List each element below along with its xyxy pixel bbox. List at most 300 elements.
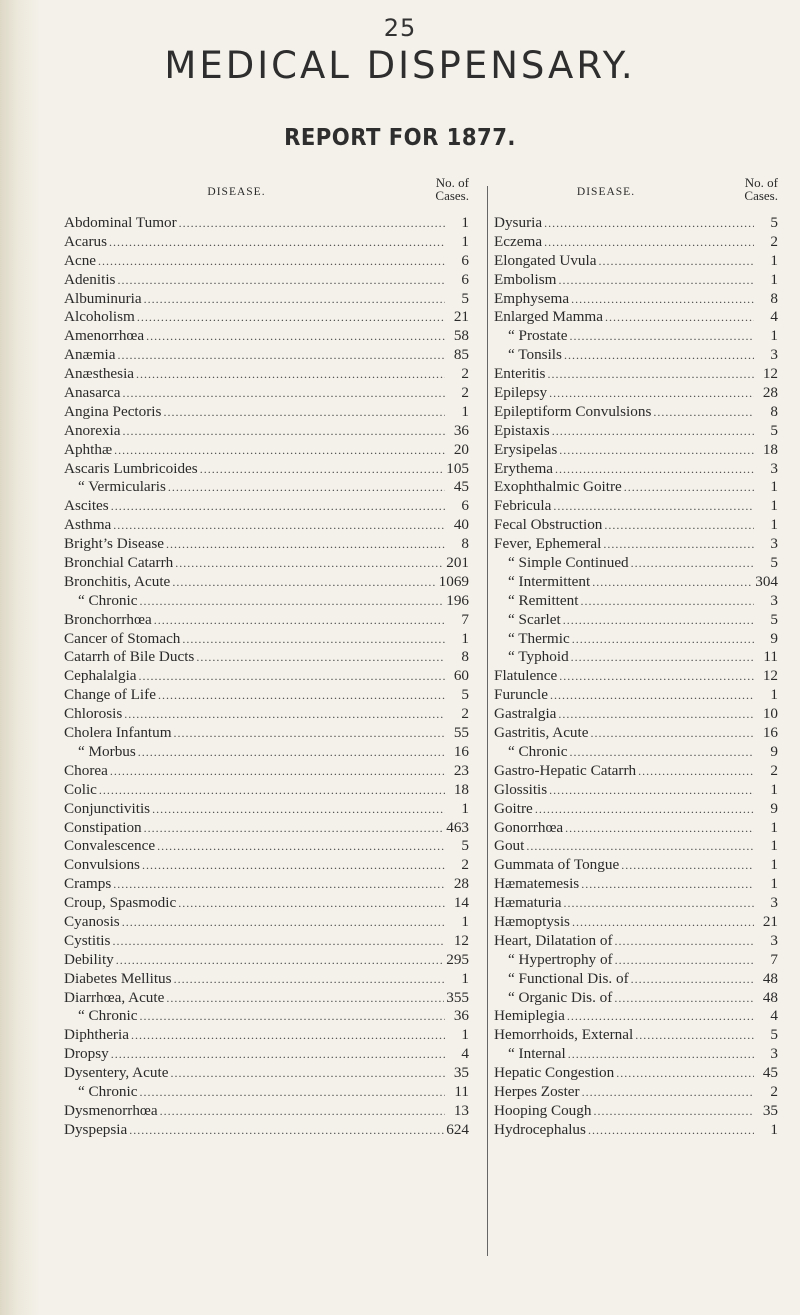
disease-name: Hæmoptysis	[494, 912, 570, 930]
disease-name: Anæsthesia	[64, 365, 135, 383]
case-count: 1	[770, 497, 778, 515]
case-count: 1069	[438, 572, 469, 590]
disease-name: “ Chronic	[508, 742, 568, 760]
table-row	[64, 1102, 469, 1121]
case-count: 48	[762, 988, 778, 1006]
case-count: 21	[762, 912, 778, 930]
case-count: 3	[770, 591, 778, 609]
case-count: 28	[762, 384, 778, 402]
dot-leader	[588, 1121, 754, 1140]
case-count: 16	[453, 742, 469, 760]
table-row	[64, 1026, 469, 1045]
dot-leader	[550, 686, 754, 705]
case-count: 58	[453, 327, 469, 345]
disease-name: Croup, Spasmodic	[64, 894, 177, 912]
disease-name: Dropsy	[64, 1045, 109, 1063]
disease-name: “ Chronic	[78, 1007, 138, 1025]
table-row	[494, 290, 778, 309]
table-row	[494, 970, 778, 989]
dot-leader	[166, 989, 444, 1008]
disease-name: “ Vermicularis	[78, 478, 166, 496]
dot-leader	[158, 686, 445, 705]
disease-name: Hepatic Congestion	[494, 1064, 615, 1082]
case-count: 5	[461, 289, 469, 307]
dot-leader	[166, 535, 445, 554]
table-row	[64, 630, 469, 649]
dot-leader	[592, 573, 753, 592]
disease-name: Hæmaturia	[494, 894, 562, 912]
table-row	[64, 252, 469, 271]
case-count: 1	[461, 912, 469, 930]
dot-leader	[581, 875, 754, 894]
case-count: 5	[770, 554, 778, 572]
disease-name: Dyspepsia	[64, 1120, 128, 1138]
disease-name: Exophthalmic Goitre	[494, 478, 622, 496]
case-count: 3	[770, 1045, 778, 1063]
table-row	[494, 478, 778, 497]
page-edge-shading	[0, 0, 40, 1315]
case-count: 1	[461, 1026, 469, 1044]
dot-leader	[98, 252, 445, 271]
disease-name: Alcoholism	[64, 308, 135, 326]
dot-leader	[553, 497, 754, 516]
disease-name: “ Thermic	[508, 629, 570, 647]
disease-name: Gout	[494, 837, 525, 855]
disease-name: Eczema	[494, 232, 543, 250]
table-row	[494, 1026, 778, 1045]
dot-leader	[624, 478, 754, 497]
dot-leader	[131, 1026, 445, 1045]
table-row	[494, 630, 778, 649]
disease-name: Enteritis	[494, 365, 546, 383]
disease-name: Hooping Cough	[494, 1101, 592, 1119]
disease-name: Dysuria	[494, 214, 543, 231]
dot-leader	[590, 724, 754, 743]
table-row	[494, 743, 778, 762]
disease-name: Embolism	[494, 270, 557, 288]
disease-name: Glossitis	[494, 780, 548, 798]
table-row	[64, 422, 469, 441]
case-count: 196	[446, 591, 469, 609]
disease-name: Chlorosis	[64, 705, 123, 723]
dot-leader	[113, 516, 445, 535]
disease-name: Catarrh of Bile Ducts	[64, 648, 195, 666]
dot-leader	[139, 592, 444, 611]
dot-leader	[549, 384, 754, 403]
dot-leader	[526, 837, 754, 856]
dot-leader	[111, 1045, 445, 1064]
table-row	[64, 592, 469, 611]
table-row	[494, 781, 778, 800]
dot-leader	[568, 1045, 754, 1064]
table-row	[494, 497, 778, 516]
disease-name: Diarrhœa, Acute	[64, 988, 165, 1006]
table-row	[494, 214, 778, 233]
dot-leader	[564, 346, 754, 365]
table-row	[494, 1102, 778, 1121]
disease-name: Gummata of Tongue	[494, 856, 620, 874]
dot-leader	[565, 819, 754, 838]
dot-leader	[179, 214, 445, 233]
table-row	[494, 989, 778, 1008]
disease-name: Dysentery, Acute	[64, 1064, 169, 1082]
case-count: 8	[461, 648, 469, 666]
case-count: 1	[461, 232, 469, 250]
dot-leader	[196, 648, 445, 667]
case-count: 304	[755, 572, 778, 590]
report-title: REPORT FOR 1877.	[284, 125, 516, 151]
cases-header	[722, 176, 778, 202]
case-count: 18	[762, 440, 778, 458]
disease-name: “ Chronic	[78, 591, 138, 609]
disease-header: DISEASE.	[207, 186, 266, 198]
disease-name: Epileptiform Convulsions	[494, 402, 652, 420]
disease-name: Amenorrhœa	[64, 327, 145, 345]
case-count: 9	[770, 742, 778, 760]
disease-name: “ Intermittent	[508, 572, 591, 590]
case-count: 12	[762, 667, 778, 685]
disease-name: Furuncle	[494, 686, 548, 704]
dot-leader	[111, 497, 445, 516]
table-row	[64, 233, 469, 252]
table-row	[494, 667, 778, 686]
dot-leader	[112, 932, 445, 951]
table-row	[494, 819, 778, 838]
cases-header-line2: Cases.	[744, 188, 778, 203]
case-count: 5	[770, 610, 778, 628]
dot-leader	[139, 1083, 445, 1102]
dot-leader	[136, 365, 445, 384]
table-row	[494, 1121, 778, 1140]
table-row	[494, 327, 778, 346]
table-row	[494, 951, 778, 970]
dot-leader	[157, 837, 445, 856]
dot-leader	[621, 856, 754, 875]
table-row	[494, 932, 778, 951]
case-count: 3	[770, 459, 778, 477]
left-column	[64, 170, 469, 1140]
dot-leader	[572, 630, 754, 649]
disease-name: Cancer of Stomach	[64, 629, 181, 647]
dot-leader	[567, 1007, 754, 1026]
case-count: 35	[762, 1101, 778, 1119]
case-count: 1	[770, 856, 778, 874]
case-count: 28	[453, 875, 469, 893]
disease-name: Abdominal Tumor	[64, 214, 177, 231]
dot-leader	[552, 422, 754, 441]
table-row	[64, 271, 469, 290]
dot-leader	[117, 271, 445, 290]
disease-name: “ Tonsils	[508, 346, 562, 364]
table-row	[494, 573, 778, 592]
disease-name: Conjunctivitis	[64, 799, 151, 817]
dot-leader	[174, 970, 445, 989]
disease-name: Hemorrhoids, External	[494, 1026, 634, 1044]
dot-leader	[154, 611, 445, 630]
dot-leader	[116, 951, 444, 970]
dot-leader	[563, 894, 754, 913]
case-count: 5	[461, 837, 469, 855]
table-row	[494, 648, 778, 667]
table-row	[494, 592, 778, 611]
dot-leader	[123, 422, 445, 441]
disease-name: Adenitis	[64, 270, 116, 288]
disease-name: Heart, Dilatation of	[494, 931, 613, 949]
dot-leader	[571, 648, 754, 667]
table-row	[494, 913, 778, 932]
disease-name: Cephalalgia	[64, 667, 137, 685]
dot-leader	[172, 573, 436, 592]
table-row	[494, 460, 778, 479]
case-count: 1	[770, 516, 778, 534]
dot-leader	[178, 894, 445, 913]
disease-name: “ Remittent	[508, 591, 579, 609]
dot-leader	[160, 1102, 445, 1121]
table-row	[64, 327, 469, 346]
table-row	[494, 724, 778, 743]
table-row	[494, 686, 778, 705]
table-row	[64, 894, 469, 913]
dot-leader	[555, 460, 754, 479]
dot-leader	[113, 875, 445, 894]
dot-leader	[593, 1102, 754, 1121]
disease-name: Epilepsy	[494, 384, 548, 402]
disease-name: Anorexia	[64, 421, 121, 439]
disease-name: Cyanosis	[64, 912, 120, 930]
table-row	[494, 800, 778, 819]
disease-name: Gastralgia	[494, 705, 557, 723]
case-count: 1	[770, 875, 778, 893]
case-count: 9	[770, 799, 778, 817]
dot-leader	[582, 1083, 754, 1102]
table-row	[64, 308, 469, 327]
table-row	[64, 989, 469, 1008]
table-row	[64, 460, 469, 479]
dot-leader	[599, 252, 755, 271]
dot-leader	[138, 743, 445, 762]
table-row	[64, 819, 469, 838]
case-count: 35	[453, 1064, 469, 1082]
disease-name: Goitre	[494, 799, 533, 817]
table-row	[64, 970, 469, 989]
dot-leader	[129, 1121, 444, 1140]
table-row	[494, 856, 778, 875]
case-count: 6	[461, 251, 469, 269]
case-count: 8	[461, 535, 469, 553]
table-row	[494, 422, 778, 441]
cases-header-line2: Cases.	[435, 188, 469, 203]
disease-name: Diabetes Mellitus	[64, 969, 172, 987]
case-count: 1	[461, 214, 469, 231]
case-count: 23	[453, 761, 469, 779]
case-count: 4	[770, 308, 778, 326]
case-count: 2	[461, 856, 469, 874]
dot-leader	[635, 1026, 754, 1045]
left-disease-list	[64, 214, 469, 1140]
dot-leader	[631, 970, 754, 989]
table-row	[494, 535, 778, 554]
table-row	[64, 951, 469, 970]
case-count: 3	[770, 346, 778, 364]
case-count: 2	[770, 761, 778, 779]
case-count: 6	[461, 497, 469, 515]
table-row	[64, 384, 469, 403]
disease-name: Gonorrhœa	[494, 818, 564, 836]
disease-name: Ascaris Lumbricoides	[64, 459, 198, 477]
disease-name: Anasarca	[64, 384, 121, 402]
dot-leader	[200, 460, 445, 479]
case-count: 2	[770, 232, 778, 250]
dot-leader	[653, 403, 754, 422]
table-row	[64, 290, 469, 309]
table-row	[494, 346, 778, 365]
case-count: 16	[762, 724, 778, 742]
case-count: 7	[770, 950, 778, 968]
disease-name: “ Organic Dis. of	[508, 988, 613, 1006]
table-row	[494, 365, 778, 384]
table-row	[494, 894, 778, 913]
table-row	[64, 743, 469, 762]
table-row	[64, 932, 469, 951]
page-number: 25	[383, 14, 417, 42]
dot-leader	[170, 1064, 445, 1083]
case-count: 12	[453, 931, 469, 949]
left-column-header	[64, 170, 469, 214]
dot-leader	[604, 516, 754, 535]
dot-leader	[569, 743, 754, 762]
dot-leader	[139, 1007, 445, 1026]
case-count: 1	[770, 327, 778, 345]
dot-leader	[603, 535, 754, 554]
case-count: 201	[446, 554, 469, 572]
table-row	[64, 478, 469, 497]
dot-leader	[547, 365, 754, 384]
table-row	[64, 800, 469, 819]
case-count: 5	[770, 421, 778, 439]
disease-name: Convulsions	[64, 856, 140, 874]
table-row	[64, 1007, 469, 1026]
table-row	[64, 856, 469, 875]
table-row	[494, 1083, 778, 1102]
disease-name: “ Functional Dis. of	[508, 969, 629, 987]
disease-name: Acne	[64, 251, 97, 269]
dot-leader	[99, 781, 445, 800]
dot-leader	[569, 327, 754, 346]
case-count: 1	[770, 686, 778, 704]
dot-leader	[563, 611, 754, 630]
table-row	[64, 781, 469, 800]
dot-leader	[605, 308, 754, 327]
case-count: 1	[770, 1120, 778, 1138]
case-count: 5	[461, 686, 469, 704]
table-row	[494, 403, 778, 422]
case-count: 2	[461, 365, 469, 383]
dot-leader	[571, 290, 754, 309]
table-row	[64, 497, 469, 516]
disease-name: Angina Pectoris	[64, 402, 162, 420]
case-count: 11	[763, 648, 778, 666]
case-count: 2	[461, 705, 469, 723]
case-count: 4	[770, 1007, 778, 1025]
dot-leader	[139, 667, 445, 686]
disease-header: DISEASE.	[576, 186, 636, 198]
case-count: 14	[453, 894, 469, 912]
dot-leader	[182, 630, 445, 649]
case-count: 20	[453, 440, 469, 458]
table-row	[494, 554, 778, 573]
case-count: 2	[461, 384, 469, 402]
case-count: 12	[762, 365, 778, 383]
case-count: 55	[453, 724, 469, 742]
dot-leader	[615, 932, 754, 951]
table-row	[64, 365, 469, 384]
dot-leader	[544, 214, 754, 233]
dot-leader	[123, 384, 446, 403]
table-row	[64, 667, 469, 686]
case-count: 85	[453, 346, 469, 364]
case-count: 21	[453, 308, 469, 326]
case-count: 6	[461, 270, 469, 288]
table-row	[64, 875, 469, 894]
table-row	[494, 271, 778, 290]
dot-leader	[616, 1064, 754, 1083]
table-row	[64, 762, 469, 781]
dot-leader	[163, 403, 445, 422]
table-row	[494, 875, 778, 894]
table-row	[64, 1045, 469, 1064]
right-column	[494, 170, 778, 1140]
table-row	[64, 535, 469, 554]
table-row	[64, 1121, 469, 1140]
case-count: 8	[770, 289, 778, 307]
dot-leader	[544, 233, 754, 252]
table-row	[494, 1045, 778, 1064]
cases-header	[413, 176, 469, 202]
dot-leader	[122, 913, 445, 932]
disease-name: Diphtheria	[64, 1026, 129, 1044]
dot-leader	[558, 705, 754, 724]
disease-name: Enlarged Mamma	[494, 308, 603, 326]
disease-name: Bronchorrhœa	[64, 610, 152, 628]
disease-name: Hydrocephalus	[494, 1120, 586, 1138]
table-row	[494, 705, 778, 724]
dot-leader	[168, 478, 445, 497]
case-count: 8	[770, 402, 778, 420]
table-row	[494, 441, 778, 460]
table-row	[494, 384, 778, 403]
disease-name: Albuminuria	[64, 289, 142, 307]
table-row	[64, 837, 469, 856]
case-count: 5	[770, 1026, 778, 1044]
disease-name: “ Hypertrophy of	[508, 950, 613, 968]
table-row	[64, 913, 469, 932]
table-row	[64, 1064, 469, 1083]
dot-leader	[117, 346, 445, 365]
disease-name: “ Chronic	[78, 1082, 138, 1100]
disease-name: Aphthæ	[64, 440, 113, 458]
disease-name: Elongated Uvula	[494, 251, 597, 269]
case-count: 1	[770, 251, 778, 269]
case-count: 1	[461, 402, 469, 420]
case-count: 45	[453, 478, 469, 496]
table-row	[64, 441, 469, 460]
dot-leader	[549, 781, 754, 800]
dot-leader	[110, 762, 445, 781]
case-count: 45	[762, 1064, 778, 1082]
table-row	[64, 403, 469, 422]
case-count: 36	[453, 1007, 469, 1025]
dot-leader	[144, 819, 445, 838]
